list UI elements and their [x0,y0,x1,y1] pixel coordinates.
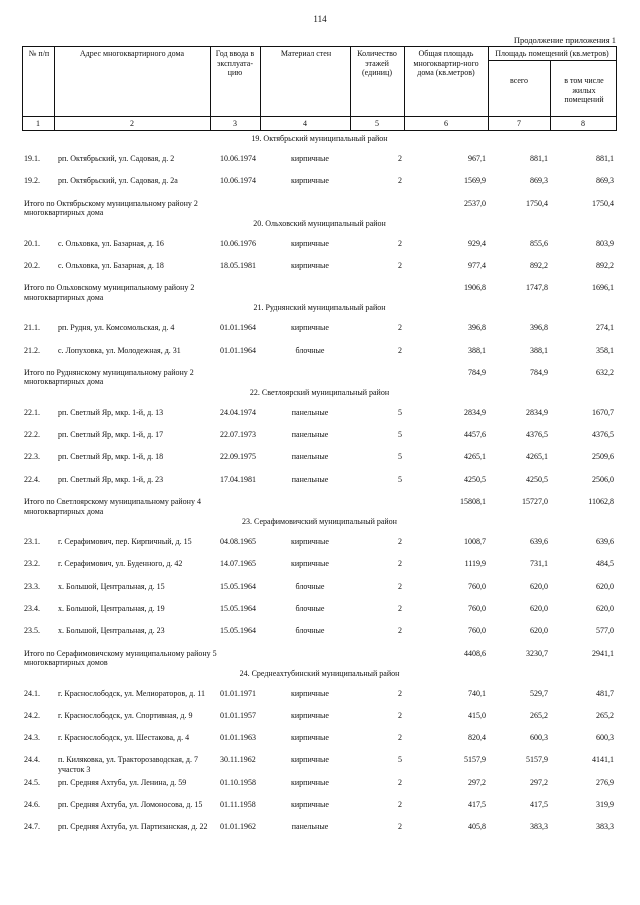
summary-label: Итого по Серафимовичскому муниципальному району 5 многоквартирных домов [24,648,217,667]
row-number: 24.7. [24,822,40,832]
row-area-all: 4250,5 [526,474,548,484]
row-material: кирпичные [291,800,329,809]
row-floors: 5 [398,755,402,765]
col-header-year: Год ввода в эксплуата-цию [215,49,255,77]
row-total-area: 405,8 [468,822,486,832]
row-area-all: 383,3 [530,822,548,832]
summary-area-living: 2941,1 [592,648,614,658]
row-material: панельные [291,430,329,440]
row-total-area: 760,0 [468,581,486,591]
col-header-living: в том числе жилых помещений [564,76,604,104]
summary-label: Итого по Светлоярскому муниципальному району 4 многоквартирных дома [24,497,201,516]
row-year: 24.04.1974 [220,407,256,417]
row-floors: 2 [398,345,402,355]
row-total-area: 396,8 [468,323,486,333]
row-year: 14.07.1965 [220,559,256,569]
row-total-area: 5157,9 [464,755,486,765]
col-number: 5 [375,119,379,128]
summary-total-area: 4408,6 [464,648,486,658]
row-year: 15.05.1964 [220,581,256,591]
row-area-living: 358,1 [596,345,614,355]
row-year: 01.01.1964 [220,323,256,333]
section-title: 20. Ольховский муниципальный район [253,218,386,228]
row-year: 17.04.1981 [220,474,256,484]
row-address: с. Лопуховка, ул. Молодежная, д. 31 [58,345,181,355]
row-number: 22.1. [24,407,40,417]
row-area-all: 396,8 [530,323,548,333]
row-address: рп. Светлый Яр, мкр. 1-й, д. 13 [58,407,164,417]
row-floors: 2 [398,777,402,787]
col-header-premises-area: Площадь помещений (кв.метров) [495,49,609,58]
row-area-all: 2834,9 [526,407,548,417]
row-total-area: 4265,1 [464,452,486,462]
row-floors: 2 [398,688,402,698]
summary-area-all: 3230,7 [526,648,548,658]
row-year: 10.06.1974 [220,176,256,186]
col-number: 4 [303,119,307,128]
continuation-label: Продолжение приложения 1 [513,35,616,45]
row-address: рп. Средняя Ахтуба, ул. Партизанская, д. 22 [58,822,208,832]
row-floors: 2 [398,323,402,333]
summary-label: Итого по Октябрьскому муниципальному району 2 многоквартирных дома [24,198,198,218]
row-material: кирпичные [291,154,329,163]
row-number: 23.1. [24,537,40,546]
row-area-living: 869,3 [596,176,614,186]
row-total-area: 1569,9 [464,176,486,186]
row-total-area: 388,1 [468,345,486,355]
row-area-all: 600,3 [530,733,548,743]
row-area-all: 4376,5 [526,430,548,440]
row-number: 24.2. [24,710,40,720]
summary-area-living: 1696,1 [592,283,614,293]
col-number: 6 [444,119,448,128]
row-total-area: 740,1 [468,688,486,698]
row-address: г. Серафимович, ул. Буденного, д. 42 [58,559,183,569]
col-header-number: № п/п [28,49,50,58]
row-area-all: 892,2 [530,260,548,270]
row-total-area: 297,2 [468,777,486,787]
row-year: 01.01.1957 [220,710,256,720]
row-material: кирпичные [291,176,329,186]
row-area-living: 639,6 [596,537,614,546]
col-header-material: Материал стен [280,49,332,58]
row-floors: 2 [398,822,402,832]
row-number: 23.3. [24,581,40,591]
summary-area-all: 1750,4 [526,198,548,208]
row-area-living: 577,0 [596,626,614,636]
row-area-all: 639,6 [530,537,548,546]
row-number: 23.5. [24,626,40,636]
row-year: 01.01.1962 [220,822,256,832]
row-area-living: 620,0 [596,603,614,613]
row-year: 10.06.1974 [220,154,256,163]
row-address: х. Большой, Центральная, д. 15 [58,581,165,591]
section-title: 22. Светлоярский муниципальный район [249,387,390,397]
row-floors: 5 [398,407,402,417]
row-area-living: 892,2 [596,260,614,270]
row-area-living: 276,9 [596,777,614,787]
row-address: рп. Средняя Ахтуба, ул. Ленина, д. 59 [58,777,187,787]
row-address: п. Киляковка, ул. Тракторозаводская, д. 7 участок 3 [58,755,198,774]
section-title: 23. Серафимовичский муниципальный район [242,517,397,526]
col-header-all: всего [509,76,528,85]
row-area-all: 620,0 [530,626,548,636]
row-address: рп. Рудня, ул. Комсомольская, д. 4 [58,323,175,333]
row-area-all: 881,1 [530,154,548,163]
row-number: 21.2. [24,345,40,355]
row-floors: 2 [398,260,402,270]
section-title: 21. Руднянский муниципальный район [253,303,386,313]
row-area-living: 2509,6 [592,452,614,462]
summary-total-area: 1906,8 [464,283,486,293]
row-floors: 2 [398,176,402,186]
row-floors: 2 [398,581,402,591]
row-number: 23.4. [24,603,40,613]
row-floors: 5 [398,474,402,484]
row-floors: 2 [398,559,402,569]
summary-area-living: 632,2 [596,367,614,377]
row-total-area: 967,1 [468,154,486,163]
row-address: рп. Светлый Яр, мкр. 1-й, д. 18 [58,452,164,462]
row-total-area: 417,5 [468,800,486,809]
row-area-all: 5157,9 [526,755,548,765]
row-floors: 2 [398,800,402,809]
row-floors: 2 [398,710,402,720]
col-number: 8 [581,119,585,128]
row-material: кирпичные [291,688,329,698]
row-address: г. Краснослободск, ул. Мелиораторов, д. 11 [58,688,205,698]
row-area-living: 319,9 [596,800,614,809]
row-total-area: 760,0 [468,626,486,636]
row-floors: 2 [398,154,402,163]
col-header-address: Адрес многоквартирного дома [79,49,185,58]
row-area-living: 4376,5 [592,430,614,440]
row-area-all: 529,7 [530,688,548,698]
row-number: 22.3. [24,452,40,462]
row-floors: 5 [398,452,402,462]
row-number: 19.1. [24,154,40,163]
row-area-all: 265,2 [530,710,548,720]
row-material: панельные [291,822,329,832]
col-number: 1 [36,119,40,128]
col-number: 2 [130,119,134,128]
row-material: кирпичные [291,323,329,333]
row-total-area: 1008,7 [464,537,486,546]
row-address: г. Краснослободск, ул. Шестакова, д. 4 [58,733,190,743]
row-material: панельные [291,407,329,417]
row-total-area: 1119,9 [464,559,486,569]
col-header-total-area: Общая площадь многоквартир-ного дома (кв.метров) [413,49,479,77]
row-year: 01.01.1963 [220,733,256,743]
col-number: 7 [517,119,521,128]
row-address: рп. Октябрьский, ул. Садовая, д. 2 [58,154,175,163]
row-floors: 2 [398,603,402,613]
row-area-living: 881,1 [596,154,614,163]
row-year: 01.01.1964 [220,345,256,355]
row-total-area: 2834,9 [464,407,486,417]
row-floors: 2 [398,626,402,636]
row-material: панельные [291,474,329,484]
row-year: 22.07.1973 [220,430,256,440]
row-material: кирпичные [291,238,329,248]
row-material: кирпичные [291,537,329,546]
row-total-area: 820,4 [468,733,486,743]
row-number: 24.5. [24,777,40,787]
section-title: 24. Среднеахтубинский муниципальный район [239,668,400,678]
row-address: рп. Средняя Ахтуба, ул. Ломоносова, д. 15 [58,800,203,809]
row-material: блочные [295,603,325,613]
row-address: х. Большой, Центральная, д. 19 [58,603,165,613]
row-year: 30.11.1962 [220,755,256,765]
row-number: 24.6. [24,800,40,809]
section-title: 19. Октябрьский муниципальный район [251,134,388,143]
row-floors: 2 [398,238,402,248]
row-floors: 2 [398,733,402,743]
row-number: 24.3. [24,733,40,743]
row-floors: 5 [398,430,402,440]
row-material: кирпичные [291,260,329,270]
row-number: 20.1. [24,238,40,248]
row-area-living: 803,9 [596,238,614,248]
row-material: панельные [291,452,329,462]
row-area-all: 388,1 [530,345,548,355]
row-area-all: 4265,1 [526,452,548,462]
summary-area-living: 1750,4 [592,198,614,208]
row-year: 01.01.1971 [220,688,256,698]
row-area-all: 417,5 [530,800,548,809]
row-address: г. Краснослободск, ул. Спортивная, д. 9 [58,710,193,720]
row-number: 22.2. [24,430,40,440]
row-area-all: 869,3 [530,176,548,186]
row-address: х. Большой, Центральная, д. 23 [58,626,165,636]
row-area-living: 484,5 [596,559,614,569]
row-material: блочные [295,581,325,591]
row-address: с. Ольховка, ул. Базарная, д. 16 [58,238,164,248]
row-area-living: 4141,1 [592,755,614,765]
row-number: 21.1. [24,323,40,333]
row-material: блочные [295,345,325,355]
summary-total-area: 15808,1 [460,497,486,506]
row-total-area: 4457,6 [464,430,486,440]
row-address: г. Серафимович, пер. Кирпичный, д. 15 [58,537,192,546]
row-material: блочные [295,626,325,636]
row-year: 22.09.1975 [220,452,256,462]
summary-area-all: 784,9 [530,367,548,377]
row-address: рп. Светлый Яр, мкр. 1-й, д. 23 [58,474,164,484]
row-area-all: 620,0 [530,603,548,613]
row-floors: 2 [398,537,402,546]
summary-total-area: 2537,0 [464,198,486,208]
row-year: 01.10.1958 [220,777,256,787]
row-address: рп. Светлый Яр, мкр. 1-й, д. 17 [58,430,164,440]
row-material: кирпичные [291,710,329,720]
row-number: 20.2. [24,260,40,270]
row-total-area: 415,0 [468,710,486,720]
row-area-all: 297,2 [530,777,548,787]
row-area-living: 2506,0 [592,474,614,484]
row-area-all: 620,0 [530,581,548,591]
summary-total-area: 784,9 [468,367,486,377]
row-area-living: 383,3 [596,822,614,832]
row-year: 15.05.1964 [220,626,256,636]
row-number: 23.2. [24,559,40,569]
summary-area-all: 15727,0 [522,497,548,506]
summary-label: Итого по Руднянскому муниципальному району 2 многоквартирных дома [24,367,194,387]
row-year: 01.11.1958 [220,800,256,809]
row-year: 15.05.1964 [220,603,256,613]
summary-area-living: 11062,8 [588,497,614,506]
row-area-living: 1670,7 [592,407,614,417]
row-total-area: 4250,5 [464,474,486,484]
table-header [22,46,617,132]
row-area-living: 274,1 [596,323,614,333]
row-area-living: 600,3 [596,733,614,743]
row-address: рп. Октябрьский, ул. Садовая, д. 2а [58,176,178,186]
row-year: 18.05.1981 [220,260,256,270]
page-number: 114 [313,14,327,24]
row-area-all: 731,1 [530,559,548,569]
row-number: 22.4. [24,474,40,484]
row-year: 04.08.1965 [220,537,256,546]
row-total-area: 977,4 [468,260,486,270]
row-address: с. Ольховка, ул. Базарная, д. 18 [58,260,164,270]
col-number: 3 [233,119,237,128]
summary-area-all: 1747,8 [526,283,548,293]
row-area-living: 620,0 [596,581,614,591]
row-material: кирпичные [291,777,329,787]
row-material: кирпичные [291,559,329,569]
row-number: 24.1. [24,688,40,698]
row-material: кирпичные [291,733,329,743]
summary-label: Итого по Ольховскому муниципальному району 2 многоквартирных дома [24,283,195,302]
row-number: 19.2. [24,176,40,186]
row-number: 24.4. [24,755,40,765]
col-header-floors: Количество этажей (единиц) [357,49,397,77]
row-material: кирпичные [291,755,329,765]
row-total-area: 760,0 [468,603,486,613]
row-area-living: 265,2 [596,710,614,720]
row-area-living: 481,7 [596,688,614,698]
row-year: 10.06.1976 [220,238,256,248]
row-area-all: 855,6 [530,238,548,248]
row-total-area: 929,4 [468,238,486,248]
